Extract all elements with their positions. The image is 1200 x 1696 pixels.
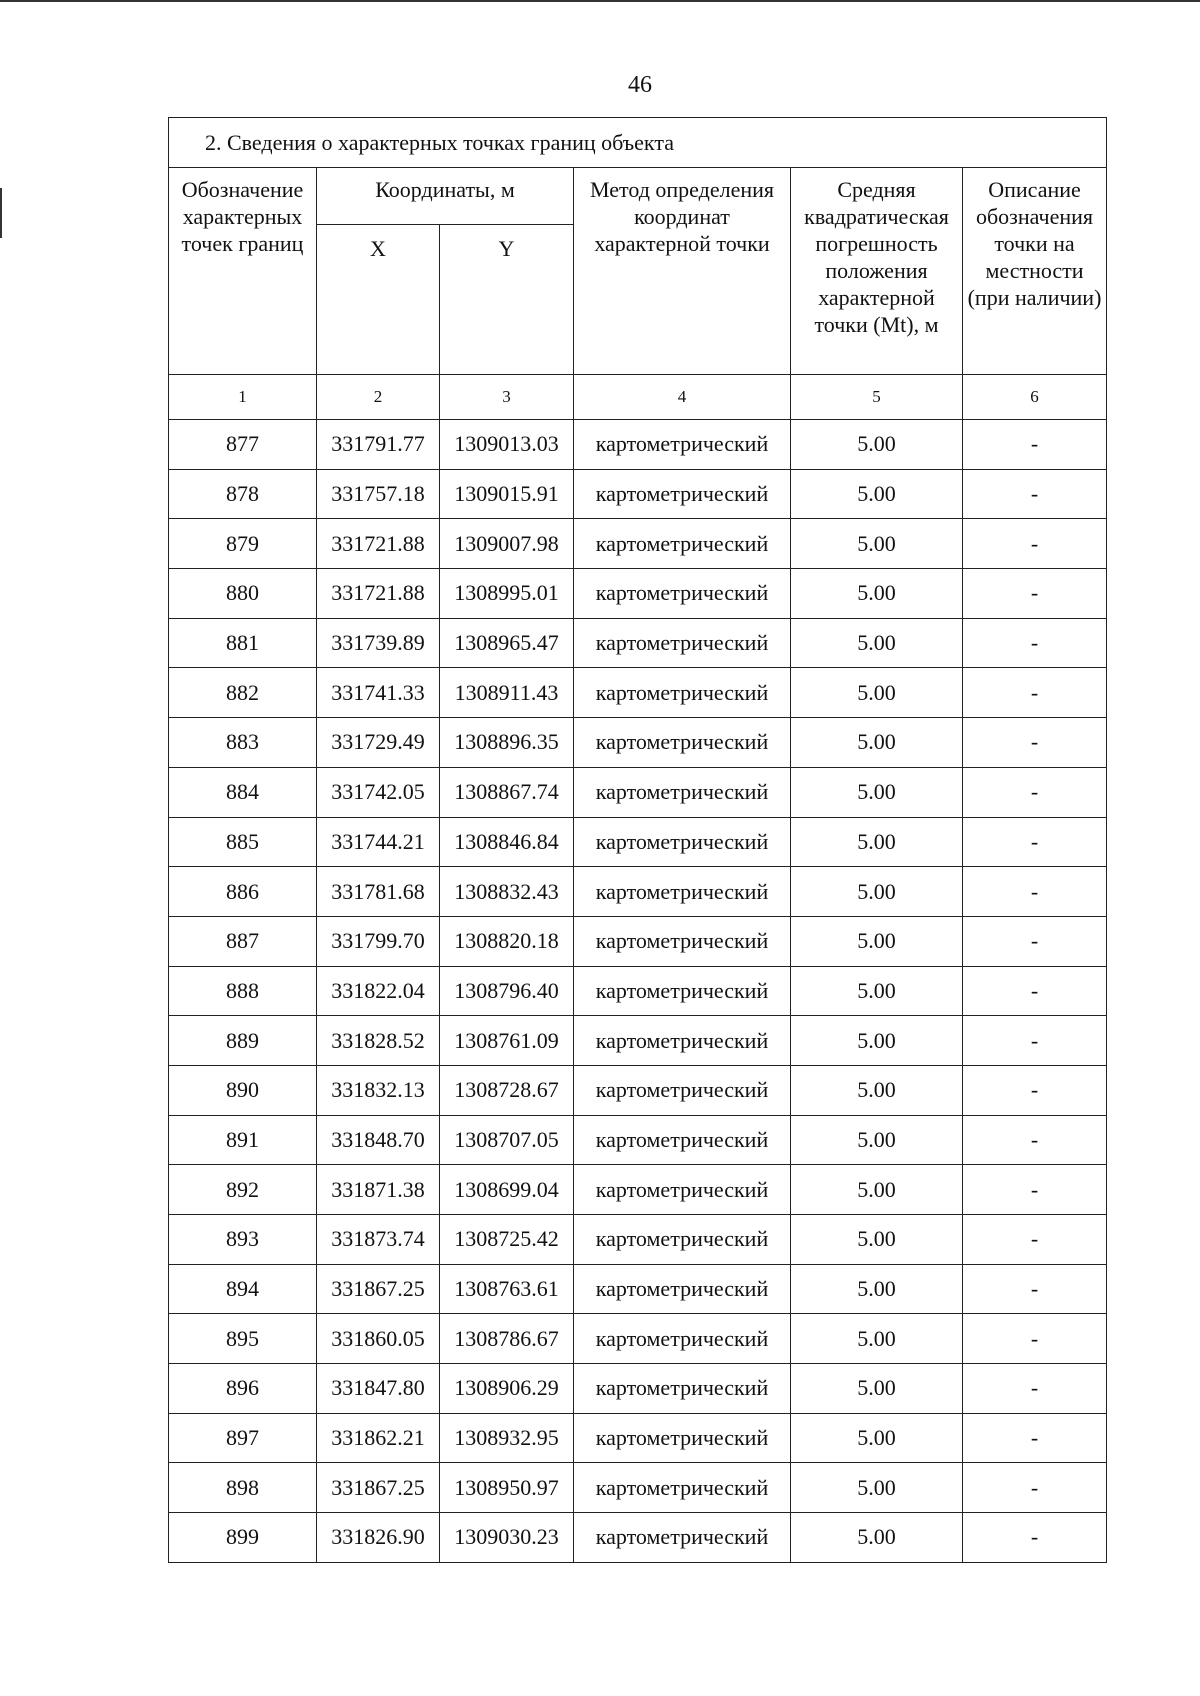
- description-cell: -: [963, 1215, 1107, 1265]
- y-cell: 1308763.61: [440, 1264, 574, 1314]
- point-cell: 887: [169, 916, 317, 966]
- table-row: [169, 1115, 1107, 1165]
- table-row: [169, 1364, 1107, 1414]
- point-cell: 894: [169, 1264, 317, 1314]
- x-cell: 331862.21: [317, 1413, 440, 1463]
- x-cell: 331742.05: [317, 767, 440, 817]
- error-cell: 5.00: [791, 668, 963, 718]
- point-cell: 889: [169, 1016, 317, 1066]
- error-cell: 5.00: [791, 1463, 963, 1513]
- point-cell: 896: [169, 1364, 317, 1414]
- error-cell: 5.00: [791, 916, 963, 966]
- point-cell: 893: [169, 1215, 317, 1265]
- error-cell: 5.00: [791, 767, 963, 817]
- x-cell: 331826.90: [317, 1513, 440, 1563]
- x-cell: 331832.13: [317, 1065, 440, 1115]
- method-cell: картометрический: [574, 817, 791, 867]
- header-coords: Координаты, м: [317, 168, 574, 225]
- description-cell: -: [963, 867, 1107, 917]
- description-cell: -: [963, 1364, 1107, 1414]
- error-cell: 5.00: [791, 618, 963, 668]
- table-row: [169, 718, 1107, 768]
- error-cell: 5.00: [791, 420, 963, 470]
- description-cell: -: [963, 618, 1107, 668]
- point-cell: 884: [169, 767, 317, 817]
- method-cell: картометрический: [574, 1314, 791, 1364]
- point-cell: 879: [169, 519, 317, 569]
- error-cell: 5.00: [791, 519, 963, 569]
- y-cell: 1308820.18: [440, 916, 574, 966]
- y-cell: 1308725.42: [440, 1215, 574, 1265]
- method-cell: картометрический: [574, 668, 791, 718]
- table-row: [169, 966, 1107, 1016]
- boundary-points-table: [168, 117, 1107, 1563]
- description-cell: -: [963, 668, 1107, 718]
- x-cell: 331721.88: [317, 519, 440, 569]
- column-number: 2: [317, 375, 440, 420]
- error-cell: 5.00: [791, 1264, 963, 1314]
- x-cell: 331744.21: [317, 817, 440, 867]
- error-cell: 5.00: [791, 966, 963, 1016]
- x-cell: 331757.18: [317, 469, 440, 519]
- column-numbers-row: [169, 375, 1107, 420]
- y-cell: 1308796.40: [440, 966, 574, 1016]
- y-cell: 1308995.01: [440, 569, 574, 619]
- x-cell: 331873.74: [317, 1215, 440, 1265]
- table-row: [169, 1016, 1107, 1066]
- column-number: 4: [574, 375, 791, 420]
- method-cell: картометрический: [574, 1115, 791, 1165]
- y-cell: 1308728.67: [440, 1065, 574, 1115]
- table-row: [169, 1165, 1107, 1215]
- y-cell: 1308965.47: [440, 618, 574, 668]
- y-cell: 1309030.23: [440, 1513, 574, 1563]
- description-cell: -: [963, 718, 1107, 768]
- table-row: [169, 1065, 1107, 1115]
- error-cell: 5.00: [791, 718, 963, 768]
- description-cell: -: [963, 1165, 1107, 1215]
- method-cell: картометрический: [574, 767, 791, 817]
- x-cell: 331799.70: [317, 916, 440, 966]
- header-y: Y: [440, 225, 574, 375]
- table-row: [169, 519, 1107, 569]
- description-cell: -: [963, 1463, 1107, 1513]
- y-cell: 1308867.74: [440, 767, 574, 817]
- table-row: [169, 767, 1107, 817]
- method-cell: картометрический: [574, 1463, 791, 1513]
- point-cell: 885: [169, 817, 317, 867]
- point-cell: 886: [169, 867, 317, 917]
- point-cell: 890: [169, 1065, 317, 1115]
- method-cell: картометрический: [574, 916, 791, 966]
- y-cell: 1308699.04: [440, 1165, 574, 1215]
- description-cell: -: [963, 1065, 1107, 1115]
- x-cell: 331822.04: [317, 966, 440, 1016]
- error-cell: 5.00: [791, 817, 963, 867]
- scan-edge-mark-left: [0, 188, 2, 238]
- x-cell: 331848.70: [317, 1115, 440, 1165]
- description-cell: -: [963, 1264, 1107, 1314]
- error-cell: 5.00: [791, 867, 963, 917]
- scan-edge-line-top: [0, 0, 1200, 2]
- error-cell: 5.00: [791, 1065, 963, 1115]
- table-row: [169, 618, 1107, 668]
- x-cell: 331729.49: [317, 718, 440, 768]
- x-cell: 331860.05: [317, 1314, 440, 1364]
- table-row: [169, 817, 1107, 867]
- x-cell: 331741.33: [317, 668, 440, 718]
- table-row: [169, 420, 1107, 470]
- description-cell: -: [963, 569, 1107, 619]
- error-cell: 5.00: [791, 1016, 963, 1066]
- method-cell: картометрический: [574, 569, 791, 619]
- x-cell: 331867.25: [317, 1264, 440, 1314]
- point-cell: 882: [169, 668, 317, 718]
- error-cell: 5.00: [791, 1314, 963, 1364]
- section-title-row: [169, 118, 1107, 168]
- description-cell: -: [963, 767, 1107, 817]
- method-cell: картометрический: [574, 1264, 791, 1314]
- table-row: [169, 1264, 1107, 1314]
- point-cell: 877: [169, 420, 317, 470]
- error-cell: 5.00: [791, 1165, 963, 1215]
- method-cell: картометрический: [574, 1016, 791, 1066]
- column-number: 5: [791, 375, 963, 420]
- header-description: Описание обозначения точки на местности (при наличии): [963, 168, 1107, 375]
- y-cell: 1309013.03: [440, 420, 574, 470]
- method-cell: картометрический: [574, 1413, 791, 1463]
- error-cell: 5.00: [791, 1115, 963, 1165]
- x-cell: 331867.25: [317, 1463, 440, 1513]
- point-cell: 892: [169, 1165, 317, 1215]
- table-row: [169, 916, 1107, 966]
- x-cell: 331781.68: [317, 867, 440, 917]
- table-row: [169, 1314, 1107, 1364]
- y-cell: 1308932.95: [440, 1413, 574, 1463]
- page-number: 46: [628, 72, 652, 98]
- y-cell: 1308846.84: [440, 817, 574, 867]
- y-cell: 1308786.67: [440, 1314, 574, 1364]
- y-cell: 1308832.43: [440, 867, 574, 917]
- y-cell: 1308906.29: [440, 1364, 574, 1414]
- description-cell: -: [963, 420, 1107, 470]
- table-row: [169, 1413, 1107, 1463]
- method-cell: картометрический: [574, 519, 791, 569]
- y-cell: 1309007.98: [440, 519, 574, 569]
- description-cell: -: [963, 1016, 1107, 1066]
- description-cell: -: [963, 519, 1107, 569]
- table-row: [169, 1463, 1107, 1513]
- error-cell: 5.00: [791, 569, 963, 619]
- method-cell: картометрический: [574, 1065, 791, 1115]
- description-cell: -: [963, 817, 1107, 867]
- description-cell: -: [963, 916, 1107, 966]
- section-title: 2. Сведения о характерных точках границ объекта: [169, 118, 1107, 168]
- x-cell: 331739.89: [317, 618, 440, 668]
- point-cell: 899: [169, 1513, 317, 1563]
- description-cell: -: [963, 469, 1107, 519]
- point-cell: 891: [169, 1115, 317, 1165]
- method-cell: картометрический: [574, 966, 791, 1016]
- method-cell: картометрический: [574, 1513, 791, 1563]
- table-row: [169, 469, 1107, 519]
- point-cell: 880: [169, 569, 317, 619]
- table-row: [169, 668, 1107, 718]
- error-cell: 5.00: [791, 1413, 963, 1463]
- header-point: Обозначение характерных точек границ: [169, 168, 317, 375]
- point-cell: 897: [169, 1413, 317, 1463]
- column-number: 1: [169, 375, 317, 420]
- table-row: [169, 569, 1107, 619]
- x-cell: 331791.77: [317, 420, 440, 470]
- method-cell: картометрический: [574, 718, 791, 768]
- description-cell: -: [963, 1413, 1107, 1463]
- x-cell: 331721.88: [317, 569, 440, 619]
- point-cell: 881: [169, 618, 317, 668]
- y-cell: 1308896.35: [440, 718, 574, 768]
- y-cell: 1308911.43: [440, 668, 574, 718]
- description-cell: -: [963, 1314, 1107, 1364]
- header-x: X: [317, 225, 440, 375]
- point-cell: 888: [169, 966, 317, 1016]
- y-cell: 1308761.09: [440, 1016, 574, 1066]
- header-row-1: [169, 168, 1107, 225]
- method-cell: картометрический: [574, 867, 791, 917]
- point-cell: 878: [169, 469, 317, 519]
- point-cell: 895: [169, 1314, 317, 1364]
- error-cell: 5.00: [791, 1364, 963, 1414]
- description-cell: -: [963, 1115, 1107, 1165]
- table-row: [169, 1215, 1107, 1265]
- header-error: Средняя квадратическая погрешность положения характерной точки (Mt), м: [791, 168, 963, 375]
- y-cell: 1309015.91: [440, 469, 574, 519]
- table-row: [169, 867, 1107, 917]
- x-cell: 331828.52: [317, 1016, 440, 1066]
- description-cell: -: [963, 1513, 1107, 1563]
- y-cell: 1308707.05: [440, 1115, 574, 1165]
- method-cell: картометрический: [574, 1165, 791, 1215]
- point-cell: 883: [169, 718, 317, 768]
- error-cell: 5.00: [791, 469, 963, 519]
- method-cell: картометрический: [574, 420, 791, 470]
- table-row: [169, 1513, 1107, 1563]
- column-number: 3: [440, 375, 574, 420]
- x-cell: 331847.80: [317, 1364, 440, 1414]
- description-cell: -: [963, 966, 1107, 1016]
- point-cell: 898: [169, 1463, 317, 1513]
- error-cell: 5.00: [791, 1215, 963, 1265]
- y-cell: 1308950.97: [440, 1463, 574, 1513]
- method-cell: картометрический: [574, 618, 791, 668]
- method-cell: картометрический: [574, 469, 791, 519]
- x-cell: 331871.38: [317, 1165, 440, 1215]
- error-cell: 5.00: [791, 1513, 963, 1563]
- method-cell: картометрический: [574, 1364, 791, 1414]
- column-number: 6: [963, 375, 1107, 420]
- method-cell: картометрический: [574, 1215, 791, 1265]
- header-method: Метод определения координат характерной точки: [574, 168, 791, 375]
